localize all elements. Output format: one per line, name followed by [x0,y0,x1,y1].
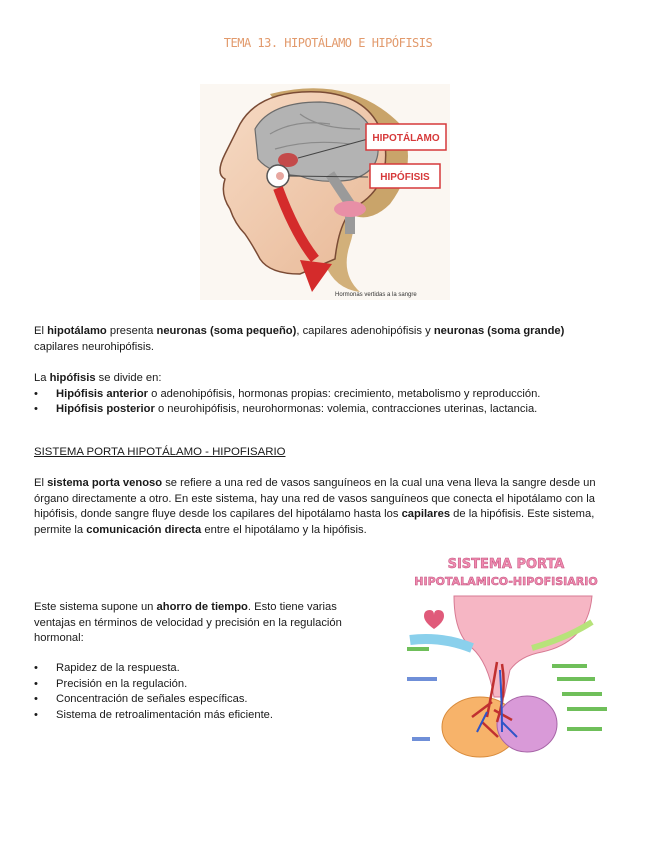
text: entre el hipotálamo y la hipófisis. [201,523,367,536]
portal-system-illustration [402,552,610,770]
bold-term: sistema porta venoso [47,477,163,489]
bold-term: ahorro de tiempo [156,601,248,613]
text: o adenohipófisis, hormonas propias: crecimiento, metabolismo y reproducción. [148,387,541,400]
list-item: • Precisión en la regulación. [34,677,364,693]
list-item: • Concentración de señales específicas. [34,692,364,708]
text: capilares neurohipófisis. [34,340,155,353]
neurohypophysis [497,696,557,752]
list-item: • Rapidez de la respuesta. [34,661,364,677]
paragraph-portal-system [34,476,624,538]
hypothalamus-label: HIPOTÁLAMO [372,133,440,144]
text: Este sistema supone un [34,601,157,613]
section-heading: SISTEMA PORTA HIPOTÁLAMO - HIPOFISARIO [34,446,286,458]
list-item: • Sistema de retroalimentación más eficiente. [34,708,364,724]
brain-head-illustration [200,84,450,300]
bold-term: comunicación directa [86,523,202,536]
pituitary-label: HIPÓFISIS [380,172,430,183]
text: se refiere a una red de vasos sanguíneos en la cual una vena lleva la sangre desde un órgano directamente a otro. En este sistema, hay una red de vasos sanguíneos que conecta el hipotálamo con la hipófisis, donde sangre fluye desde los capilares del hipotálamo hasta los [34,477,596,520]
text: de la hipófisis. Este sistema, permite la [34,508,595,536]
text: El [34,325,48,337]
bold-term: neuronas (soma pequeño) [156,325,297,337]
list-item [34,387,634,403]
advantages-list [34,661,364,723]
list-item [34,402,634,418]
text: se divide en: [95,372,162,384]
bold-term: neuronas (soma grande) [433,325,565,337]
page-title: TEMA 13. HIPOTÁLAMO E HIPÓFISIS [223,36,433,50]
bold-term: Hipófisis anterior [56,387,149,400]
paragraph-pituitary-division [34,371,634,418]
paragraph-hypothalamus [34,324,594,355]
bold-term: hipófisis [49,372,96,384]
paragraph-time-saving [34,600,364,647]
figure-caption: Hormonas vertidas a la sangre [335,292,417,298]
text: o neurohipófisis, neurohormonas: volemia, contracciones uterinas, lactancia. [154,403,538,415]
text: La [34,372,50,384]
pituitary-list [34,387,634,418]
bold-term: capilares [401,508,451,520]
text: , capilares adenohipófisis y [296,325,434,337]
pituitary-intro [34,371,634,387]
text: El [34,477,48,489]
poster-title-line2: HIPOTALAMICO-HIPOFISIARIO [414,575,598,588]
text: . Esto tiene varias ventajas en términos de velocidad y precisión en la regulación hormonal: [34,601,342,644]
poster-title-line1: SISTEMA PORTA [447,557,565,572]
bold-term: Hipófisis posterior [56,403,155,415]
bold-term: hipotálamo [47,325,107,337]
text: presenta [106,325,157,337]
